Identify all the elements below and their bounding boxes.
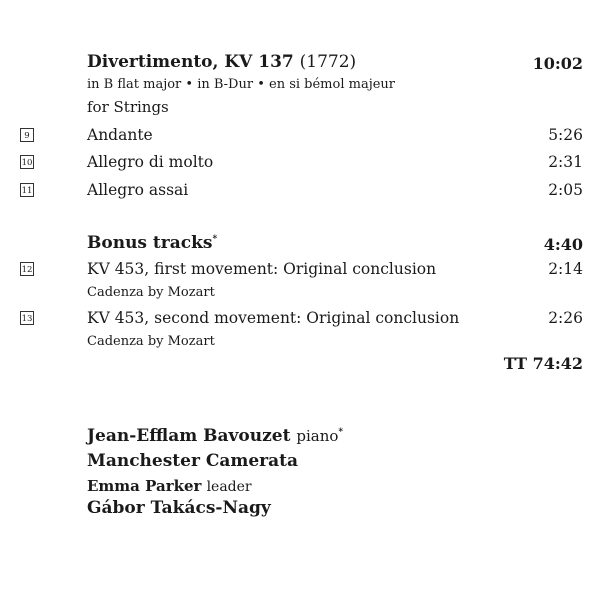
bonus-marker: *: [212, 234, 218, 245]
track-number-box: 10: [20, 155, 34, 169]
track-title: Allegro di molto: [87, 153, 214, 171]
track-time: 2:14: [548, 260, 583, 278]
conductor: Gábor Takács-Nagy: [87, 498, 271, 518]
track-title: KV 453, second movement: Original conclusion: [87, 309, 460, 327]
track-note: Cadenza by Mozart: [87, 285, 215, 300]
orchestra: Manchester Camerata: [87, 451, 299, 471]
track-title: Allegro assai: [87, 181, 189, 199]
track-title: KV 453, first movement: Original conclusion: [87, 260, 437, 278]
track-time: 5:26: [548, 126, 583, 144]
work-total-time: 10:02: [532, 54, 583, 73]
track-time: 2:26: [548, 309, 583, 327]
soloist: [87, 426, 343, 446]
track-title: Andante: [87, 126, 153, 144]
track-time: 2:31: [548, 153, 583, 171]
soloist-marker: *: [338, 427, 344, 438]
leader: [87, 476, 252, 495]
bonus-total-time: 4:40: [543, 235, 583, 254]
track-number-box: 11: [20, 183, 34, 197]
bonus-title-text: Bonus tracks: [87, 233, 213, 253]
leader-name: Emma Parker: [87, 477, 202, 495]
work-key: in B flat major • in B-Dur • en si bémol majeur: [87, 77, 396, 92]
work-title-text: Divertimento, KV 137: [87, 52, 294, 72]
soloist-name: Jean-Efflam Bavouzet: [87, 426, 291, 446]
track-number-box: 9: [20, 128, 34, 142]
track-time: 2:05: [548, 181, 583, 199]
work-title: [87, 52, 356, 72]
total-time: TT 74:42: [503, 354, 583, 373]
work-year: (1772): [299, 52, 357, 72]
track-number-box: 13: [20, 311, 34, 325]
work-scoring: for Strings: [87, 98, 169, 116]
track-note: Cadenza by Mozart: [87, 334, 215, 349]
leader-role: leader: [206, 479, 252, 495]
bonus-title: [87, 233, 217, 253]
soloist-role: piano: [296, 427, 339, 445]
track-number-box: 12: [20, 262, 34, 276]
